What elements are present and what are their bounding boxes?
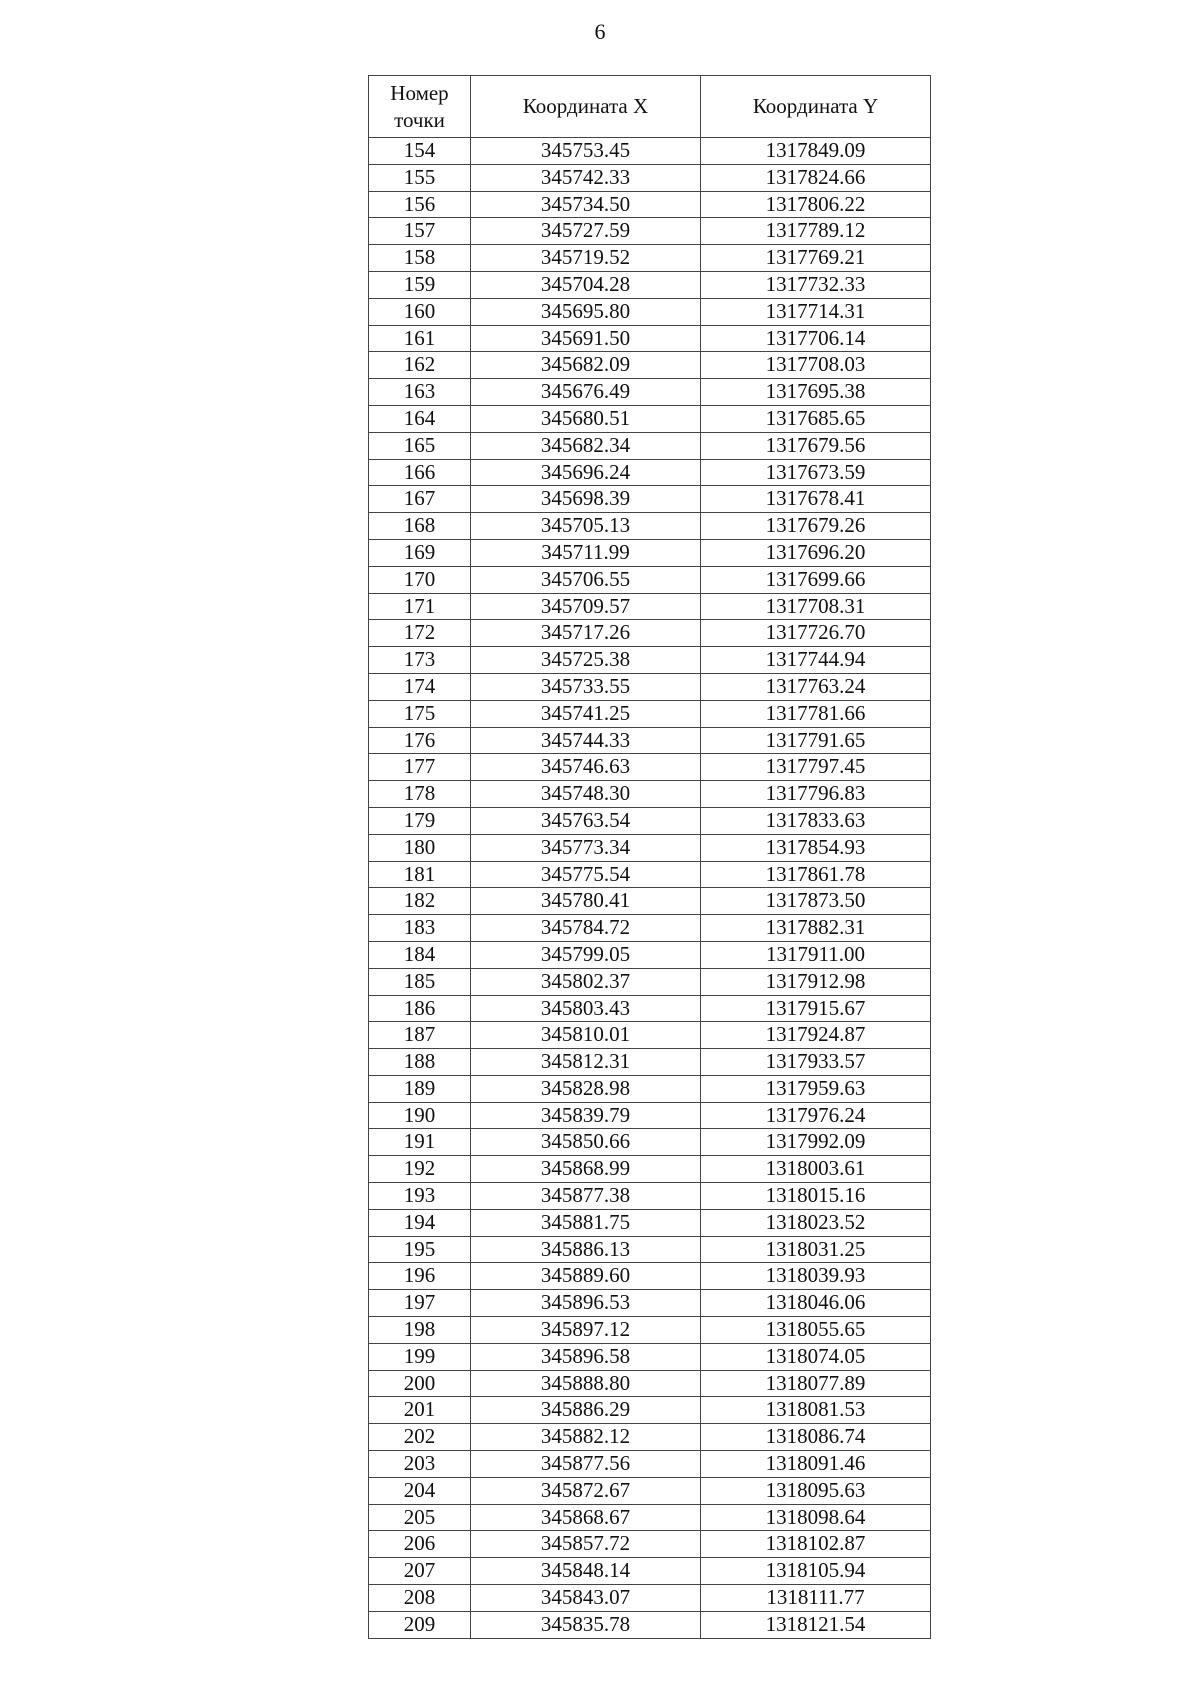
table-row <box>369 1585 931 1612</box>
cell-point-number: 163 <box>369 379 471 406</box>
cell-coord-y: 1318046.06 <box>701 1290 931 1317</box>
cell-point-number: 160 <box>369 298 471 325</box>
cell-point-number: 196 <box>369 1263 471 1290</box>
cell-point-number: 178 <box>369 781 471 808</box>
table-row <box>369 1209 931 1236</box>
cell-point-number: 161 <box>369 325 471 352</box>
cell-coord-x: 345889.60 <box>471 1263 701 1290</box>
cell-coord-x: 345882.12 <box>471 1424 701 1451</box>
table-row <box>369 834 931 861</box>
cell-coord-x: 345877.38 <box>471 1183 701 1210</box>
cell-coord-y: 1317915.67 <box>701 995 931 1022</box>
cell-coord-y: 1317726.70 <box>701 620 931 647</box>
table-row <box>369 1343 931 1370</box>
cell-coord-y: 1318102.87 <box>701 1531 931 1558</box>
cell-coord-y: 1318074.05 <box>701 1343 931 1370</box>
cell-coord-y: 1317699.66 <box>701 566 931 593</box>
table-row <box>369 968 931 995</box>
cell-point-number: 198 <box>369 1317 471 1344</box>
cell-coord-y: 1317732.33 <box>701 271 931 298</box>
cell-coord-y: 1317849.09 <box>701 138 931 165</box>
cell-coord-x: 345775.54 <box>471 861 701 888</box>
cell-point-number: 158 <box>369 245 471 272</box>
cell-coord-y: 1317806.22 <box>701 191 931 218</box>
cell-point-number: 156 <box>369 191 471 218</box>
page-number: 6 <box>594 19 606 44</box>
table-row <box>369 271 931 298</box>
table-row <box>369 1317 931 1344</box>
cell-coord-x: 345696.24 <box>471 459 701 486</box>
cell-coord-x: 345897.12 <box>471 1317 701 1344</box>
cell-point-number: 169 <box>369 539 471 566</box>
table-row <box>369 1370 931 1397</box>
cell-coord-x: 345682.09 <box>471 352 701 379</box>
cell-coord-x: 345886.29 <box>471 1397 701 1424</box>
cell-point-number: 207 <box>369 1558 471 1585</box>
cell-coord-y: 1318077.89 <box>701 1370 931 1397</box>
cell-coord-x: 345711.99 <box>471 539 701 566</box>
cell-coord-y: 1318086.74 <box>701 1424 931 1451</box>
table-row <box>369 1049 931 1076</box>
table-row <box>369 1129 931 1156</box>
cell-coord-y: 1317861.78 <box>701 861 931 888</box>
table-row <box>369 673 931 700</box>
cell-coord-x: 345744.33 <box>471 727 701 754</box>
cell-coord-y: 1317882.31 <box>701 915 931 942</box>
cell-coord-x: 345810.01 <box>471 1022 701 1049</box>
table-row <box>369 218 931 245</box>
cell-coord-x: 345877.56 <box>471 1451 701 1478</box>
table-row <box>369 1477 931 1504</box>
cell-coord-y: 1318039.93 <box>701 1263 931 1290</box>
table-row <box>369 1611 931 1638</box>
cell-coord-y: 1317833.63 <box>701 807 931 834</box>
cell-coord-y: 1317854.93 <box>701 834 931 861</box>
cell-point-number: 162 <box>369 352 471 379</box>
table-row <box>369 1397 931 1424</box>
cell-coord-x: 345843.07 <box>471 1585 701 1612</box>
cell-coord-x: 345753.45 <box>471 138 701 165</box>
table-row <box>369 1451 931 1478</box>
cell-coord-y: 1317797.45 <box>701 754 931 781</box>
table-row <box>369 1504 931 1531</box>
cell-point-number: 202 <box>369 1424 471 1451</box>
cell-coord-x: 345799.05 <box>471 941 701 968</box>
cell-point-number: 174 <box>369 673 471 700</box>
cell-coord-x: 345881.75 <box>471 1209 701 1236</box>
table-row <box>369 1424 931 1451</box>
cell-coord-y: 1317789.12 <box>701 218 931 245</box>
cell-coord-y: 1317678.41 <box>701 486 931 513</box>
table-row <box>369 298 931 325</box>
cell-point-number: 186 <box>369 995 471 1022</box>
cell-coord-y: 1317706.14 <box>701 325 931 352</box>
cell-coord-y: 1317679.56 <box>701 432 931 459</box>
cell-coord-y: 1317976.24 <box>701 1102 931 1129</box>
cell-coord-y: 1317673.59 <box>701 459 931 486</box>
cell-coord-y: 1317708.31 <box>701 593 931 620</box>
table-row <box>369 1183 931 1210</box>
cell-coord-y: 1317679.26 <box>701 513 931 540</box>
table-row <box>369 138 931 165</box>
cell-coord-x: 345734.50 <box>471 191 701 218</box>
cell-point-number: 205 <box>369 1504 471 1531</box>
cell-coord-y: 1317696.20 <box>701 539 931 566</box>
cell-coord-y: 1318111.77 <box>701 1585 931 1612</box>
cell-point-number: 199 <box>369 1343 471 1370</box>
cell-point-number: 206 <box>369 1531 471 1558</box>
cell-point-number: 164 <box>369 405 471 432</box>
cell-coord-x: 345868.99 <box>471 1156 701 1183</box>
cell-point-number: 166 <box>369 459 471 486</box>
table-row <box>369 432 931 459</box>
table-row <box>369 1290 931 1317</box>
cell-point-number: 173 <box>369 647 471 674</box>
cell-point-number: 168 <box>369 513 471 540</box>
table-row <box>369 620 931 647</box>
cell-coord-x: 345704.28 <box>471 271 701 298</box>
cell-coord-x: 345682.34 <box>471 432 701 459</box>
cell-coord-x: 345812.31 <box>471 1049 701 1076</box>
cell-coord-x: 345896.58 <box>471 1343 701 1370</box>
table-row <box>369 647 931 674</box>
header-coord-x: Координата X <box>471 76 701 138</box>
cell-coord-x: 345727.59 <box>471 218 701 245</box>
table-row <box>369 191 931 218</box>
cell-point-number: 184 <box>369 941 471 968</box>
cell-point-number: 181 <box>369 861 471 888</box>
coordinates-table <box>368 75 931 1639</box>
cell-coord-y: 1317912.98 <box>701 968 931 995</box>
cell-point-number: 190 <box>369 1102 471 1129</box>
cell-coord-y: 1317924.87 <box>701 1022 931 1049</box>
cell-point-number: 201 <box>369 1397 471 1424</box>
cell-point-number: 203 <box>369 1451 471 1478</box>
table-row <box>369 164 931 191</box>
table-row <box>369 566 931 593</box>
cell-coord-x: 345773.34 <box>471 834 701 861</box>
table-row <box>369 1102 931 1129</box>
cell-coord-y: 1318015.16 <box>701 1183 931 1210</box>
cell-point-number: 185 <box>369 968 471 995</box>
table-row <box>369 1236 931 1263</box>
cell-coord-y: 1317959.63 <box>701 1075 931 1102</box>
cell-point-number: 155 <box>369 164 471 191</box>
cell-coord-y: 1317933.57 <box>701 1049 931 1076</box>
cell-coord-x: 345748.30 <box>471 781 701 808</box>
table-row <box>369 861 931 888</box>
cell-coord-y: 1318023.52 <box>701 1209 931 1236</box>
cell-coord-x: 345896.53 <box>471 1290 701 1317</box>
table-row <box>369 1022 931 1049</box>
cell-coord-x: 345705.13 <box>471 513 701 540</box>
cell-point-number: 189 <box>369 1075 471 1102</box>
cell-coord-x: 345698.39 <box>471 486 701 513</box>
cell-point-number: 194 <box>369 1209 471 1236</box>
table-row <box>369 700 931 727</box>
cell-point-number: 192 <box>369 1156 471 1183</box>
cell-point-number: 197 <box>369 1290 471 1317</box>
table-row <box>369 1558 931 1585</box>
cell-coord-x: 345691.50 <box>471 325 701 352</box>
cell-coord-y: 1318091.46 <box>701 1451 931 1478</box>
cell-coord-x: 345828.98 <box>471 1075 701 1102</box>
cell-coord-x: 345802.37 <box>471 968 701 995</box>
cell-point-number: 159 <box>369 271 471 298</box>
cell-coord-x: 345780.41 <box>471 888 701 915</box>
cell-coord-y: 1318105.94 <box>701 1558 931 1585</box>
cell-coord-y: 1318121.54 <box>701 1611 931 1638</box>
table-row <box>369 1263 931 1290</box>
cell-coord-y: 1317763.24 <box>701 673 931 700</box>
cell-point-number: 176 <box>369 727 471 754</box>
cell-coord-x: 345717.26 <box>471 620 701 647</box>
header-point-number-line1: Номер <box>390 80 449 105</box>
table-row <box>369 245 931 272</box>
cell-coord-x: 345835.78 <box>471 1611 701 1638</box>
cell-coord-y: 1318003.61 <box>701 1156 931 1183</box>
cell-coord-y: 1317695.38 <box>701 379 931 406</box>
table-row <box>369 1156 931 1183</box>
table-header-row <box>369 76 931 138</box>
cell-coord-y: 1317744.94 <box>701 647 931 674</box>
cell-point-number: 165 <box>369 432 471 459</box>
cell-point-number: 195 <box>369 1236 471 1263</box>
cell-coord-x: 345872.67 <box>471 1477 701 1504</box>
cell-point-number: 177 <box>369 754 471 781</box>
table-row <box>369 888 931 915</box>
header-coord-y: Координата Y <box>701 76 931 138</box>
cell-coord-y: 1317708.03 <box>701 352 931 379</box>
table-row <box>369 727 931 754</box>
cell-point-number: 200 <box>369 1370 471 1397</box>
table-row <box>369 593 931 620</box>
cell-coord-x: 345680.51 <box>471 405 701 432</box>
cell-coord-y: 1318095.63 <box>701 1477 931 1504</box>
cell-point-number: 183 <box>369 915 471 942</box>
cell-point-number: 154 <box>369 138 471 165</box>
table-row <box>369 941 931 968</box>
table-row <box>369 486 931 513</box>
table-row <box>369 754 931 781</box>
cell-coord-x: 345676.49 <box>471 379 701 406</box>
cell-coord-y: 1318098.64 <box>701 1504 931 1531</box>
header-point-number-line2: точки <box>394 107 445 132</box>
cell-point-number: 191 <box>369 1129 471 1156</box>
cell-point-number: 187 <box>369 1022 471 1049</box>
cell-point-number: 204 <box>369 1477 471 1504</box>
cell-coord-y: 1317911.00 <box>701 941 931 968</box>
cell-coord-y: 1317992.09 <box>701 1129 931 1156</box>
table-row <box>369 459 931 486</box>
cell-point-number: 167 <box>369 486 471 513</box>
table-row <box>369 405 931 432</box>
cell-point-number: 175 <box>369 700 471 727</box>
table-row <box>369 325 931 352</box>
cell-coord-y: 1317796.83 <box>701 781 931 808</box>
cell-coord-x: 345746.63 <box>471 754 701 781</box>
cell-coord-y: 1317873.50 <box>701 888 931 915</box>
cell-point-number: 172 <box>369 620 471 647</box>
cell-coord-x: 345803.43 <box>471 995 701 1022</box>
table-row <box>369 1531 931 1558</box>
cell-coord-x: 345763.54 <box>471 807 701 834</box>
cell-coord-y: 1317714.31 <box>701 298 931 325</box>
cell-coord-y: 1317824.66 <box>701 164 931 191</box>
cell-coord-x: 345839.79 <box>471 1102 701 1129</box>
table-row <box>369 915 931 942</box>
cell-coord-y: 1317781.66 <box>701 700 931 727</box>
cell-coord-x: 345741.25 <box>471 700 701 727</box>
header-point-number <box>369 76 471 138</box>
cell-coord-x: 345886.13 <box>471 1236 701 1263</box>
cell-coord-x: 345888.80 <box>471 1370 701 1397</box>
cell-coord-y: 1318055.65 <box>701 1317 931 1344</box>
cell-coord-x: 345848.14 <box>471 1558 701 1585</box>
cell-coord-x: 345857.72 <box>471 1531 701 1558</box>
cell-point-number: 170 <box>369 566 471 593</box>
cell-coord-y: 1317685.65 <box>701 405 931 432</box>
cell-coord-x: 345733.55 <box>471 673 701 700</box>
cell-point-number: 193 <box>369 1183 471 1210</box>
cell-coord-y: 1318031.25 <box>701 1236 931 1263</box>
cell-point-number: 157 <box>369 218 471 245</box>
cell-coord-x: 345719.52 <box>471 245 701 272</box>
cell-point-number: 182 <box>369 888 471 915</box>
cell-point-number: 180 <box>369 834 471 861</box>
cell-coord-y: 1317769.21 <box>701 245 931 272</box>
cell-point-number: 208 <box>369 1585 471 1612</box>
cell-coord-x: 345784.72 <box>471 915 701 942</box>
cell-coord-x: 345709.57 <box>471 593 701 620</box>
table-row <box>369 539 931 566</box>
cell-point-number: 209 <box>369 1611 471 1638</box>
table-row <box>369 352 931 379</box>
cell-point-number: 179 <box>369 807 471 834</box>
cell-coord-y: 1318081.53 <box>701 1397 931 1424</box>
table-row <box>369 379 931 406</box>
table-row <box>369 781 931 808</box>
cell-coord-x: 345706.55 <box>471 566 701 593</box>
table-row <box>369 807 931 834</box>
cell-coord-x: 345742.33 <box>471 164 701 191</box>
table-row <box>369 1075 931 1102</box>
cell-coord-x: 345725.38 <box>471 647 701 674</box>
cell-coord-x: 345850.66 <box>471 1129 701 1156</box>
cell-point-number: 171 <box>369 593 471 620</box>
table-row <box>369 995 931 1022</box>
table-row <box>369 513 931 540</box>
cell-coord-y: 1317791.65 <box>701 727 931 754</box>
cell-coord-x: 345868.67 <box>471 1504 701 1531</box>
cell-point-number: 188 <box>369 1049 471 1076</box>
cell-coord-x: 345695.80 <box>471 298 701 325</box>
